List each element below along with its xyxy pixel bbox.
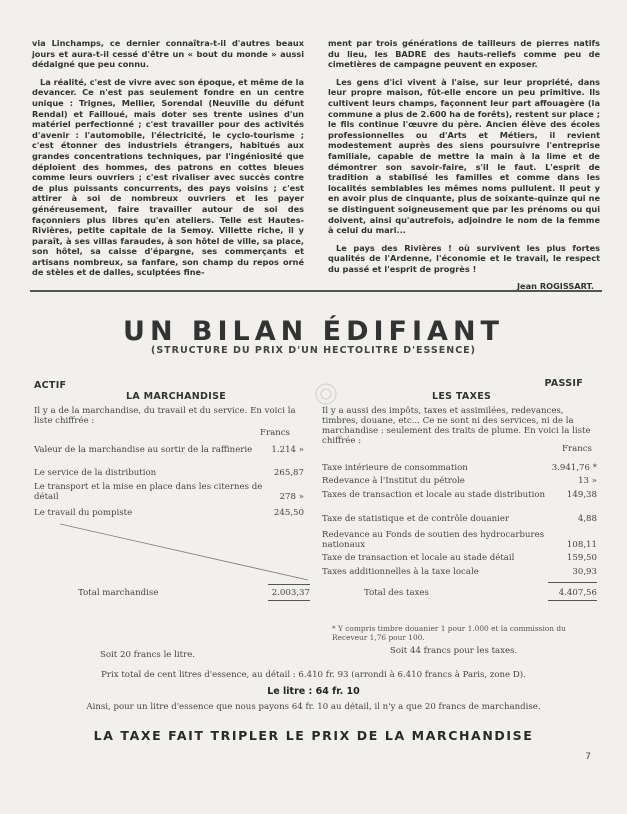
- row-value: 4,88: [577, 514, 597, 524]
- row-label: Taxe de transaction et locale au stade détail: [322, 553, 515, 563]
- headline-conclusion: LA TAXE FAIT TRIPLER LE PRIX DE LA MARCHANDISE: [93, 728, 534, 743]
- price-per-litre: Le litre : 64 fr. 10: [267, 686, 360, 697]
- marchandise-heading: LA MARCHANDISE: [126, 391, 227, 402]
- taxes-unit: Francs: [562, 444, 592, 454]
- row-value: 265,87: [273, 468, 304, 478]
- actif-label: ACTIF: [34, 380, 67, 391]
- taxes-heading: LES TAXES: [432, 391, 492, 402]
- conclusion-line: Ainsi, pour un litre d'essence que nous payons 64 fr. 10 au détail, il n'y a que 20 francs de marchandise.: [86, 702, 541, 712]
- marchandise-total: [78, 588, 310, 598]
- row-label: Redevance à l'Institut du pétrole: [322, 476, 465, 486]
- taxes-intro: Il y a aussi des impôts, taxes et assimilées, redevances, timbres, douane, etc... Ce ne sont ni des services, ni de la marchandise : seulement des traits de plume. En voici la liste chiffrée :: [322, 406, 591, 446]
- total-rule: [548, 600, 597, 601]
- article-columns: [32, 38, 600, 292]
- article-paragraph: via Linchamps, ce dernier connaîtra-t-il d'autres beaux jours et aura-t-il cessé d'être un « bout du monde » aussi dédaigné que peu connu.: [32, 38, 304, 70]
- row-label: Le service de la distribution: [34, 468, 157, 478]
- row-value: 13 »: [578, 476, 597, 486]
- total-value: 4.407,56: [558, 588, 597, 598]
- total-rule: [548, 582, 597, 583]
- row-label: Le transport et la mise en place dans les citernes de détail: [34, 482, 263, 502]
- balance-diagonal-line: [60, 522, 310, 582]
- bilan-subtitle: (STRUCTURE DU PRIX D'UN HECTOLITRE D'ESSENCE): [150, 345, 477, 356]
- marchandise-row: [34, 445, 304, 455]
- article-paragraph: La réalité, c'est de vivre avec son époque, et même de la devancer. Ce n'est pas seulement fondre en un centre unique : Trignes, Mellier, Sorendal (Neuville du défunt Rendal) et Failloué, mais doter ses trente usines d'un matériel perfectionné ; c'est travailler pour des activités d'avenir : l'automobile, l'électricité, le cyclo-tourisme ; c'est étonner des industriels étrangers, habitués aux grandes concentrations techniques, par l'ingéniosité que déploient des hommes, des patrons en cottes bleues comme leurs ouvriers ; c'est rivaliser avec succès contre de plus puissants concurrents, des pays voisins ; c'est attirer à soi de nombreux ouvriers et les payer généreusement, faire travailler autour de soi des façonniers plus libres qu'en ateliers. Telle est Hautes-Rivières, petite capitale de la Semoy. Villette riche, il y paraît, à ses villas faraudes, à son hôtel de ville, sa place, son hôtel, sa caisse d'épargne, ses commerçants et artisans nombreux, sa fanfare, son champ du repos orné de stèles et de dalles, sculptées fine-: [32, 76, 304, 278]
- total-rule: [268, 584, 310, 585]
- article-paragraph: ment par trois générations de tailleurs de pierres natifs du lieu, les BADRE des hauts-reliefs comme peu de cimetières de campagne peuvent en exposer.: [328, 38, 600, 70]
- marchandise-row: [34, 508, 304, 518]
- taxes-per-litre: Soit 44 francs pour les taxes.: [390, 646, 518, 656]
- taxes-row: [322, 514, 597, 524]
- row-value: 245,50: [273, 508, 304, 518]
- total-label: Total des taxes: [364, 588, 429, 598]
- row-label: Taxe de statistique et de contrôle douanier: [322, 514, 510, 524]
- bilan-title: UN BILAN ÉDIFIANT: [123, 316, 504, 347]
- row-label: Le travail du pompiste: [34, 508, 133, 518]
- row-label: Taxes de transaction et locale au stade distribution: [322, 490, 546, 500]
- row-value: 1.214 »: [271, 445, 304, 455]
- taxes-row: [322, 476, 597, 486]
- taxes-row: [322, 463, 597, 473]
- total-value: 2.003,37: [271, 588, 310, 598]
- row-value: 159,50: [566, 553, 597, 563]
- section-divider: [30, 290, 602, 292]
- row-label: Taxes additionnelles à la taxe locale: [322, 567, 479, 577]
- row-value: 149,38: [566, 490, 597, 500]
- row-label: Taxe intérieure de consommation: [322, 463, 468, 473]
- taxes-row: [322, 530, 597, 550]
- article-right-column: [328, 38, 600, 292]
- page-number: 7: [585, 752, 591, 762]
- marchandise-row: [34, 468, 304, 478]
- marchandise-intro: Il y a de la marchandise, du travail et du service. En voici la liste chiffrée :: [34, 406, 296, 426]
- taxes-row: [322, 567, 597, 577]
- row-value: 108,11: [566, 540, 597, 550]
- taxes-row: [322, 490, 597, 500]
- article-left-column: [32, 38, 304, 292]
- total-rule: [268, 600, 310, 601]
- author-signature: Jean ROGISSART.: [517, 281, 594, 292]
- row-value: 278 »: [279, 492, 304, 502]
- marchandise-unit: Francs: [260, 428, 290, 438]
- marchandise-row: [34, 482, 304, 502]
- total-price-line: Prix total de cent litres d'essence, au détail : 6.410 fr. 93 (arrondi à 6.410 francs à Paris, zone D).: [101, 670, 526, 680]
- marchandise-per-litre: Soit 20 francs le litre.: [100, 650, 196, 660]
- watermark-logo-icon: [312, 380, 340, 408]
- row-label: Valeur de la marchandise au sortir de la raffinerie: [34, 445, 253, 455]
- row-value: 30,93: [572, 567, 597, 577]
- taxes-footnote: * Y compris timbre douanier 1 pour 1.000 et la commission du Receveur 1,76 pour 100.: [332, 624, 566, 642]
- taxes-row: [322, 553, 597, 563]
- article-paragraph: Les gens d'ici vivent à l'aise, sur leur propriété, dans leur propre maison, fût-elle encore un peu primitive. Ils cultivent leurs champs, façonnent leur part affouagère (la commune a plus de 2.600 ha de forêts), restent sur place ; le fils continue l'œuvre du père. Ancien élève des écoles professionnelles ou d'Arts et Métiers, il revient modestement auprès des siens poursuivre l'entreprise familiale, capable de mettre la main à la lime et de démontrer son savoir-faire, s'il le faut. L'esprit de tradition a stabilisé les familles et comme dans les localités semblables les mêmes noms pullulent. Il peut y en avoir plus de cinquante, plus de soixante-quinze qui ne se distinguent soigneusement que par les prénoms ou qui doivent, ainsi qu'autrefois, adjoindre le nom de la femme à celui du mari...: [328, 76, 600, 236]
- passif-label: PASSIF: [544, 378, 583, 389]
- taxes-total: [364, 588, 597, 598]
- row-label: Redevance au Fonds de soutien des hydrocarbures nationaux: [322, 530, 545, 550]
- row-value: 3.941,76 *: [551, 463, 597, 473]
- article-paragraph: Le pays des Rivières ! où survivent les plus fortes qualités de l'Ardenne, l'économie et le travail, le respect du passé et l'esprit de progrès !: [328, 242, 600, 274]
- total-label: Total marchandise: [78, 588, 159, 598]
